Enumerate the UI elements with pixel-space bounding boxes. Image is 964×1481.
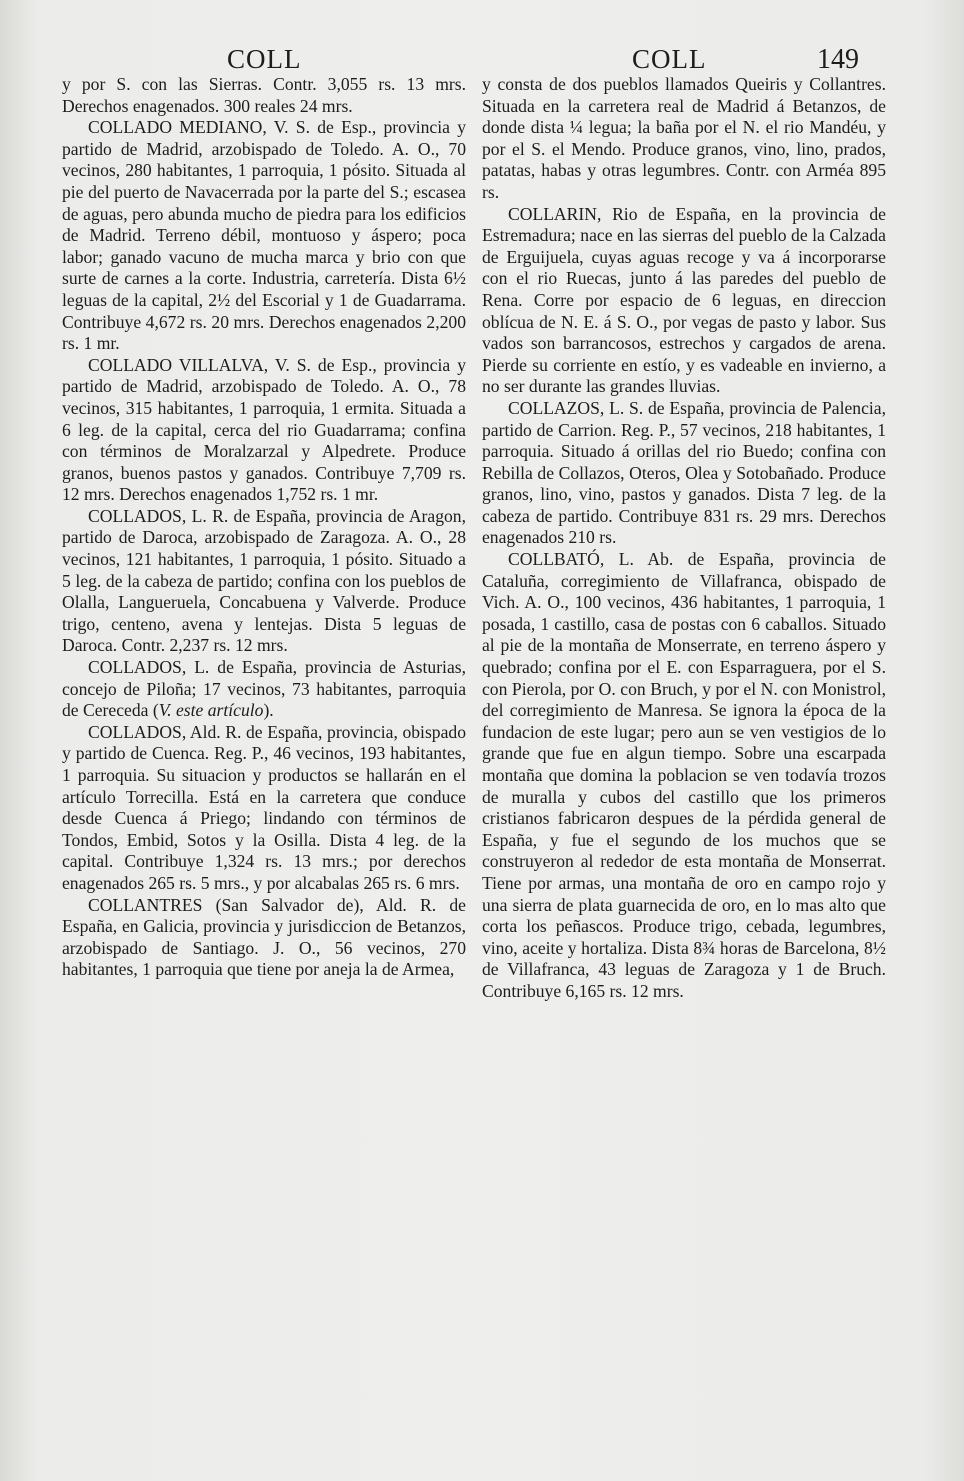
entry-headword: COLLADO VILLALVA <box>88 354 264 375</box>
entry-text: (San Salvador de), Ald. R. de España, en Galicia, provincia y jurisdiccion de Betanzos, arzobispado de Santiago. J. O., 56 vecinos, 270 habitantes, 1 parroquia que tiene por aneja la de Armea, <box>62 894 466 980</box>
entry-continuation <box>482 74 886 204</box>
entry <box>62 355 466 506</box>
entry-text: , L. de España, provincia de Asturias, concejo de Piloña; 17 vecinos, 73 habitantes, parroquia de Cereceda ( <box>62 657 466 721</box>
entry-close: ). <box>263 700 274 721</box>
entry-headword: COLLADO MEDIANO <box>88 117 263 138</box>
page-number: 149 <box>817 44 859 75</box>
entry <box>62 657 466 722</box>
entry-headword: COLLARIN <box>508 203 597 224</box>
right-running-head: COLL <box>632 44 707 74</box>
entry-headword: COLLADOS <box>88 505 182 526</box>
left-column <box>62 74 466 981</box>
entry <box>62 506 466 657</box>
entry-headword: COLLANTRES <box>88 894 203 915</box>
entry-text: y por S. con las Sierras. Contr. 3,055 rs. 13 mrs. Derechos enagenados. 300 reales 24 mrs. <box>62 74 466 116</box>
entry-text: , L. R. de España, provincia de Aragon, partido de Daroca, arzobispado de Zaragoza. A. O., 28 vecinos, 121 habitantes, 1 parroquia, 1 pósito. Situado a 5 leg. de la cabeza de partido; confina con los pueblos de Olalla, Langueruela, Concabuena y Valverde. Produce trigo, centeno, avena y lentejas. Dista 5 leguas de Daroca. Contr. 2,237 rs. 12 mrs. <box>62 505 466 656</box>
entry-text: , L. S. de España, provincia de Palencia, partido de Carrion. Reg. P., 57 vecinos, 218 habitantes, 1 parroquia. Situado á orillas del rio Buedo; confina con Rebilla de Collazos, Oteros, Olea y Sotobañado. Produce granos, lino, vino, pastos y ganados. Dista 7 leg. de la cabeza de partido. Contribuye 831 rs. 29 mrs. Derechos enagenados 210 rs. <box>482 397 886 548</box>
entry-headword: COLLADOS <box>88 721 182 742</box>
entry-text: , Rio de España, en la provincia de Estremadura; nace en las sierras del pueblo de la Calzada de Erguijuela, cuyas aguas recoge y va á incorporarse con el rio Ruecas, junto á las paredes del pueblo de Rena. Corre por espacio de 6 leguas, en direccion oblícua de N. E. á S. O., por vegas de pasto y labor. Sus vados son barrancosos, estrechos y cargados de arena. Pierde su corriente en estío, y es vadeable en invierno, a no ser durante las grandes lluvias. <box>482 203 886 397</box>
entry <box>482 549 886 1002</box>
entry-cross-reference: V. este artículo <box>158 700 264 721</box>
entry-text: , L. Ab. de España, provincia de Cataluña, corregimiento de Villafranca, obispado de Vich. A. O., 100 vecinos, 436 habitantes, 1 parroquia, 1 posada, 1 castillo, casa de postas con 6 caballos. Situado al pie de la montaña de Monserrate, en terreno áspero y quebrado; confina por el E. con Esparraguera, por el S. con Pierola, por O. con Bruch, y por el N. con Monistrol, del corregimiento de Manresa. Se ignora la época de la fundacion de este lugar; pero aun se ven vestigios de lo grande que fue en algun tiempo. Sobre una escarpada montaña que domina la poblacion se ven todavía trozos de muralla y cubos del castillo que los primeros cristianos fabricaron despues de la pérdida general de España, y fue el segundo de los muchos que se construyeron al rededor de esta montaña de Monserrat. Tiene por armas, una montaña de oro en campo rojo y una sierra de plata guarnecida de oro, en lo mas alto que corta los peñascos. Produce trigo, cebada, legumbres, vino, aceite y hortaliza. Dista 8¾ horas de Barcelona, 8½ de Villafranca, 43 leguas de Zaragoza y 1 de Bruch. Contribuye 6,165 rs. 12 mrs. <box>482 549 886 1001</box>
entry-text: , V. S. de Esp., provincia y partido de Madrid, arzobispado de Toledo. A. O., 70 vecinos, 280 habitantes, 1 parroquia, 1 pósito. Situada al pie del puerto de Navacerrada por la parte del S.; escasea de aguas, pero abunda mucho de piedra para los edificios de Madrid. Terreno débil, montuoso y áspero; poca labor; ganado vacuno de mucha marca y brio con que surte de carnes a la corte. Industria, carretería. Dista 6½ leguas de la capital, 2½ del Escorial y 1 de Guadarrama. Contribuye 4,672 rs. 20 mrs. Derechos enagenados 2,200 rs. 1 mr. <box>62 117 466 354</box>
entry-text: , Ald. R. de España, provincia, obispado y partido de Cuenca. Reg. P., 46 vecinos, 193 habitantes, 1 parroquia. Su situacion y productos se hallarán en el artículo Torrecilla. Está en la carretera que conduce desde Cuenca á Priego; lindando con términos de Tondos, Embid, Sotos y la Osilla. Dista 4 leg. de la capital. Contribuye 1,324 rs. 13 mrs.; por derechos enagenados 265 rs. 5 mrs., y por alcabalas 265 rs. 6 mrs. <box>62 721 466 893</box>
entry <box>482 204 886 398</box>
entry <box>62 895 466 981</box>
entry-headword: COLLBATÓ <box>508 549 600 570</box>
entry-text: , V. S. de Esp., provincia y partido de Madrid, arzobispado de Toledo. A. O., 78 vecinos, 315 habitantes, 1 parroquia, 1 ermita. Situada a 6 leg. de la capital, cerca del rio Guadarrama; confina con términos de Moralzarzal y Alpedrete. Produce granos, buenos pastos y ganados. Contribuye 7,709 rs. 12 mrs. Derechos enagenados 1,752 rs. 1 mr. <box>62 354 467 505</box>
entry <box>62 722 466 895</box>
right-column <box>482 74 886 1003</box>
entry <box>482 398 886 549</box>
entry-headword: COLLAZOS <box>508 397 600 418</box>
entry-headword: COLLADOS <box>88 657 182 678</box>
entry-continuation <box>62 74 466 117</box>
left-running-head: COLL <box>227 44 302 74</box>
entry-text: y consta de dos pueblos llamados Queiris y Collantres. Situada en la carretera real de Madrid á Betanzos, de donde dista ¼ legua; la baña por el N. el rio Mandéu, y por el S. el Mendo. Produce granos, vino, lino, prados, patatas, habas y otras legumbres. Contr. con Arméa 895 rs. <box>482 74 886 202</box>
entry <box>62 117 466 355</box>
